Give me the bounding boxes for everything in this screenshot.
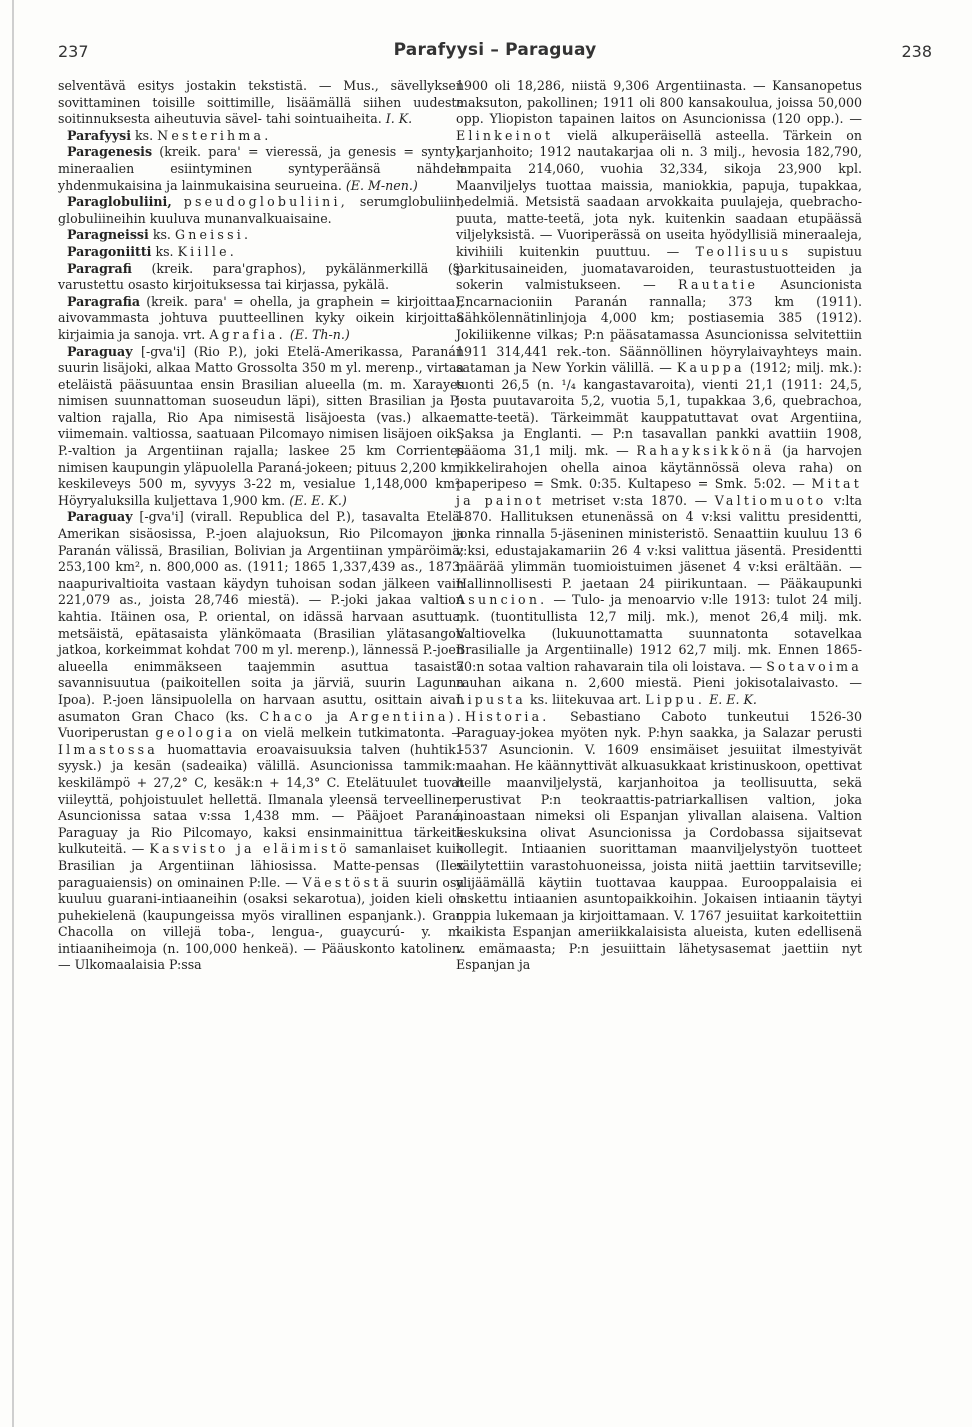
entry-paragneissi: Paragneissi ks. Gneissi. — [67, 227, 252, 243]
entry-paraguay-river: Paraguay [-gva'i] (Rio P.), joki Etelä-Amerikassa, Paranán suurin lisäjoki, alkaa Matto Grossolta 350 m yl. merenp., virtaa eteläistä pääsuuntaa ensin Brasilian alueella (m. m. Xarayes nimisen suunnattoman suoseudun läpi), sitten Brasilian ja P.-valtion rajalla, Rio Apa nimisestä lisäjoesta (vas.) alkaen viimemain. valtiossa, saatuaan Pilcomayo nimisen lisäjoen oik., P.-valtion ja Argentiinan rajalla; laskee 25 km Corrientes nimisen kaupungin yläpuolella Paraná-jokeen; pituus 2,200 km, keskileveys 500 m, syvyys 3-22 m, vesialue 1,148,000 km². Höyryaluksilla kuljettava 1,900 km. (E. E. K.) — [58, 343, 465, 508]
left-column — [58, 78, 464, 974]
entry-paraguay-history: Historia. Sebastiano Caboto tunkeutui 1526-30 Paraguay-jokea myöten nyk. P:hyn saakka, ja Salazar perusti 1537 Asuncionin. V. 1609 ensimäiset jesuiitat ilmestyivät maahan. He käännyttivät alkuasukkaat kristinuskoon, opettivat heille maanviljelystä, karjanhoitoa ja teollisuutta, sekä perustivat P:n teokraattis-patriarkallisen valtion, joka ainoastaan nimeksi oli Espanjan ylivallan alaisena. Valtion keskuksina olivat Asuncionissa ja Cordobassa sijaitsevat kollegit. Intiaanien suorittaman maanviljelystyön tuotteet säilytettiin varastohuoneissa, joista niitä jaettiin tarvitseville; ylijäämällä käytiin tuottavaa kauppaa. Eurooppalaisia ei laskettu intiaanien asuntopaikkoihin. Jokaisen intiaanin täytyi oppia lukemaan ja kirjoittamaan. V. 1767 jesuiitat karkoitettiin kaikista Espanjan ameriikkalaisista alueista, kuten edellisenä v. emämaasta; P:n jesuiittain lähetysasemat jaettiin nyt Espanjan ja — [456, 708, 862, 973]
entry-paragoniitti: Paragoniitti ks. Kiille. — [67, 243, 237, 259]
entry-paragrafia: Paragrafia (kreik. para' = ohella, ja graphein = kirjoittaa), aivovammasta johtuva puutteellinen kyky oikein kirjoittaa kirjaimia ja sanoja. vrt. Agrafia. (E. Th-n.) — [58, 293, 464, 342]
entry-paragenesis: Paragenesis (kreik. para' = vieressä, ja genesis = synty), mineraalien esiintyminen syntyperäänsä nähden yhdenmukaisina ja lainmukaisina seurueina. (E. M-nen.) — [58, 144, 464, 193]
page-header — [58, 34, 932, 64]
right-column — [456, 78, 862, 974]
entry-continuation: selventävä esitys jostakin tekstistä. — Mus., sävellyksen sovittaminen toisille soittimille, lisäämällä siihen uudesta soitinnuksesta aiheutuvia sävel- tahi sointuaiheita. I. K. — [58, 78, 464, 127]
page-number-left: 237 — [58, 42, 89, 61]
running-title: Parafyysi – Paraguay — [393, 40, 597, 60]
page-number-right: 238 — [901, 42, 932, 61]
entry-paraglobuliini: Paraglobuliini, pseudoglobuliini, serumglobuliini, globuliineihin kuuluva munanvalkuaisaine. — [58, 194, 464, 226]
entry-paraguay-country: Paraguay [-gva'i] (virall. Republica del P.), tasavalta Etelä-Amerikan sisäosissa, P.-joen alajuoksun, Rio Pilcomayon ja Paranán välissä, Brasilian, Bolivian ja Argentiinan ympäröimä; 253,100 km², n. 800,000 as. (1911; 1865 1,337,439 as., 1873, naapurivaltioita vastaan käydyn tuhoisan sodan jälkeen vain 221,079 as., joista 28,746 miestä). — P.-joki jakaa valtion kahtia. Itäinen osa, P. oriental, on idässä harvaan asuttua, metsäistä, epätasaista ylänkömaata (Brasilian ylätasangon jatkoa, korkeimmat kohdat 700 m yl. merenp.), lännessä P.-joen alueella enimmäkseen taajemmin asuttua tasaista savannisuutua (paikoitellen soita ja järviä, suurin Laguna Ipoa). P.-joen länsipuolella on harvaan asuttu, osittain aivan asumaton Gran Chaco (ks. Chaco ja Argentiina). Vuoriperustan geologia on vielä melkein tutkimatonta. — Ilmastossa huomattavia eroavaisuuksia talven (huhtik.-syysk.) ja kesän (sadeaika) välillä. Asuncionissa tammik:n keskilämpö + 27,2° C, kesäk:n + 14,3° C. Etelätuulet tuovat viileyttä, pohjoistuulet hellettä. Ilmanala yleensä terveellinen. Asuncionissa sataa v:ssa 1,438 mm. — Pääjoet Paraná, Paraguay ja Rio Pilcomayo, kaksi ensinmainittua tärkeitä kulkuteitä. — Kasvisto ja eläimistö samanlaiset kuin Brasilian ja Argentiinan lähiosissa. Matte-pensas (Ilex paraguaiensis) on ominainen P:lle. — Väestöstä suurin osa kuuluu guarani-intiaaneihin (osaksi sekarotua), joiden kieli on puhekielenä (kaupungeissa myös virallinen espanjank.). Gran Chacolla on villejä toba-, lengua-, guaycurú- y. m. intiaaniheimoja (n. 100,000 henkeä). — Pääuskonto katolinen. — Ulkomaalaisia P:ssa — [58, 509, 464, 973]
entry-paragrafi: Paragrafi (kreik. para'graphos), pykälänmerkillä (§) varustettu osasto kirjoituksessa tai kirjassa, pykälä. — [58, 260, 464, 293]
entry-paraguay-continued: 1900 oli 18,286, niistä 9,306 Argentiinasta. — Kansanopetus maksuton, pakollinen; 1911 oli 800 kansakoulua, joissa 50,000 opp. Yliopiston tapainen laitos on Asuncionissa (120 opp.). — Elinkeinot vielä alkuperäisellä asteella. Tärkein on karjanhoito; 1912 nautakarjaa oli n. 3 milj., hevosia 182,790, lampaita 214,060, vuohia 32,334, sikoja 23,900 kpl. Maanviljelys tuottaa maissia, maniokkia, papuja, tupakkaa, hedelmiä. Metsistä saadaan arvokkaita puulajeja, quebracho-puuta, matte-teetä, jota nyk. kuitenkin saadaan etupäässä viljelyksistä. — Vuoriperässä on useita hyödyllisiä mineraaleja, kivihiili kuitenkin puuttuu. — Teollisuus supistuu parkitusaineiden, juomatavaroiden, teurastustuotteiden ja sokerin valmistukseen. — Rautatie Asuncionista Encarnacioniin Paranán rannalla; 373 km (1911). Sähkölennätinlinjoja 4,000 km; postiasemia 385 (1912). Jokiliikenne vilkas; P:n pääsatamassa Asuncionissa selvitettiin 1911 314,441 rek.-ton. Säännöllinen höyrylaivayhteys main. sataman ja New Yorkin välillä. — Kauppa (1912; milj. mk.): tuonti 26,5 (n. ¹/₄ kangastavaroita), vienti 21,1 (1911: 24,5, josta puutavaroita 5,2, vuotia 5,1, tupakkaa 3,6, quebrachoa, matte-teetä). Tärkeimmät kauppatuttavat ovat Argentiina, Saksa ja Englanti. — P:n tasavallan pankki avattiin 1908, pääoma 31,1 milj. mk. — Rahayksikkönä (ja harvojen nikkelirahojen ohella ainoa käytännössä oleva raha) on paperipeso = Smk. 0:35. Kultapeso = Smk. 5:02. — Mitat ja painot metriset v:sta 1870. — Valtiomuoto v:lta 1870. Hallituksen etunenässä on 4 v:ksi valittu presidentti, jonka rinnalla 5-jäseninen ministeristö. Senaattiin kuuluu 13 6 v:ksi, edustajakamariin 26 4 v:ksi valittua jäsentä. Presidentti määrää ylimmän tuomioistuimen jäsenet 4 v:ksi erältään. — Hallinnollisesti P. jaetaan 24 piirikuntaan. — Pääkaupunki Asuncion. — Tulo- ja menoarvio v:lle 1913: tulot 24 milj. mk. (tuontitullista 12,7 milj. mk.), menot 26,4 milj. mk. Valtiovelka (lukuunottamatta suunnatonta sotavelkaa Brasilialle ja Argentiinalle) 1912 62,7 milj. mk. Ennen 1865-70:n sotaa valtion rahavarain tila oli loistava. — Sotavoima rauhan aikana n. 2,600 miestä. Pieni jokisotalaivasto. — Lipusta ks. liitekuvaa art. Lippu. E. E. K. — [456, 78, 863, 707]
binding-edge — [12, 0, 14, 1427]
entry-parafyysi: Parafyysi ks. Nesterihma. — [67, 127, 272, 143]
